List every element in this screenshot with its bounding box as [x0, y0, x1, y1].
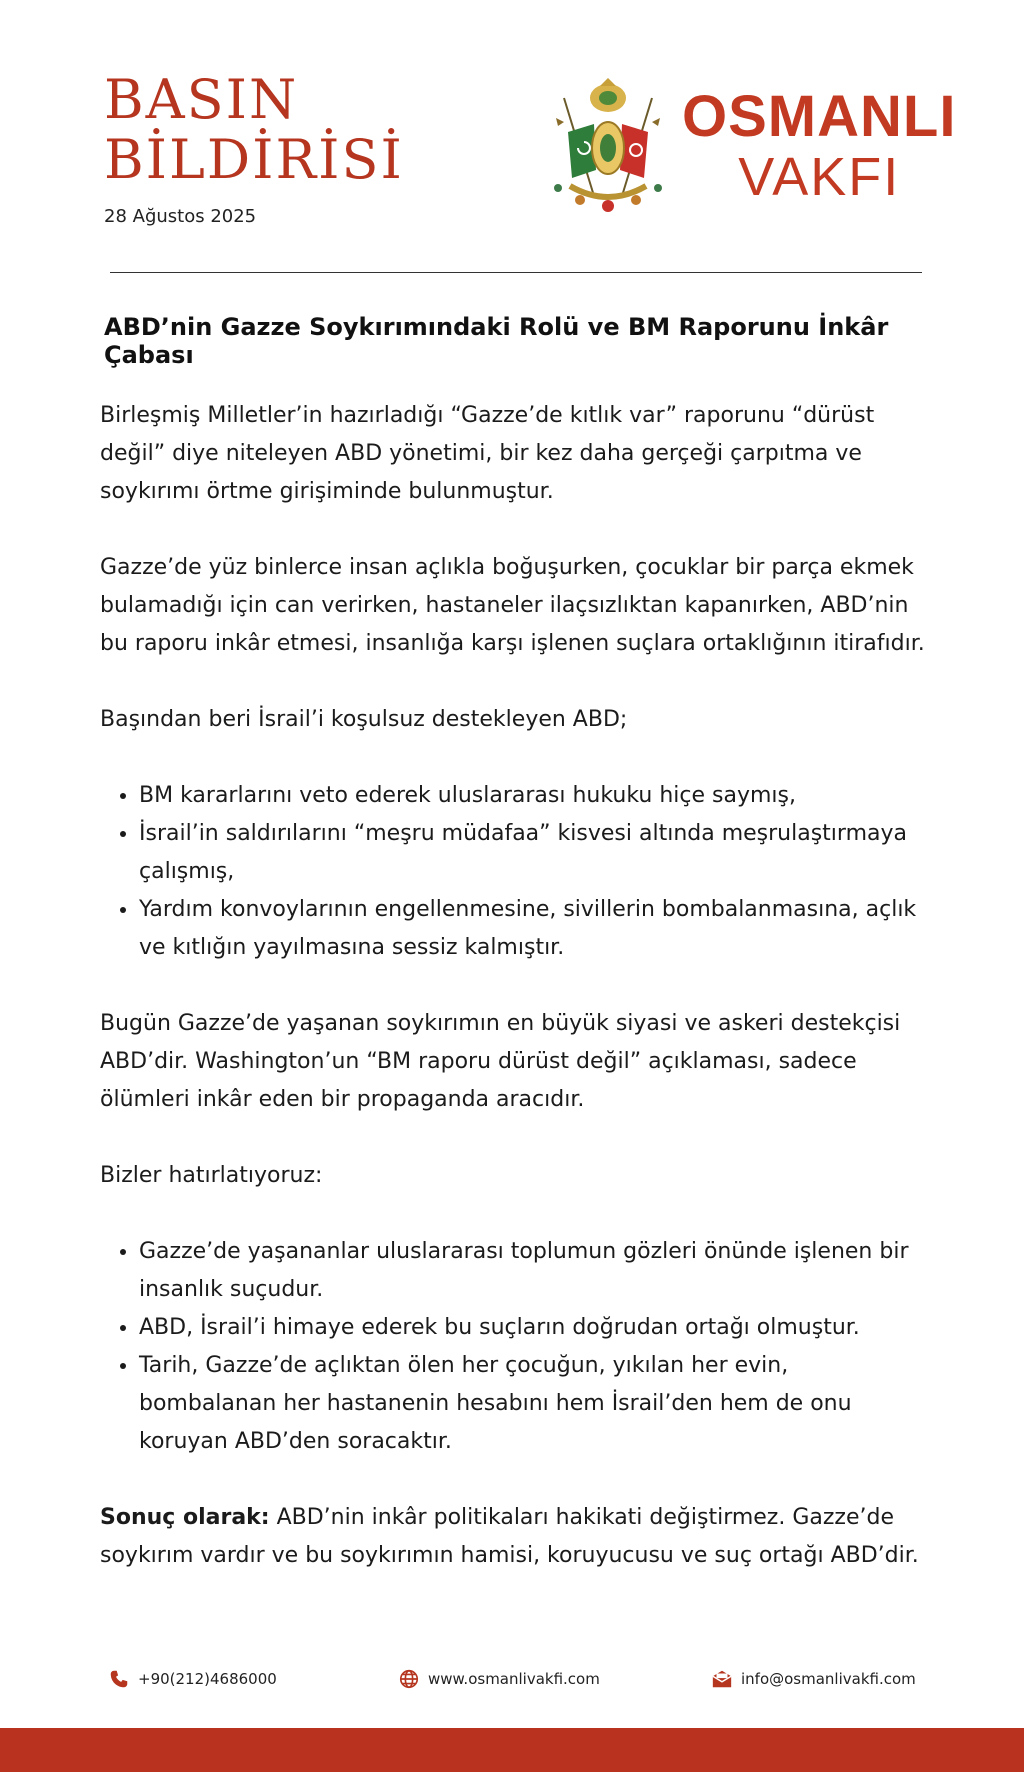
- list-item: • Yardım konvoylarının engellenmesine, sivillerin bombalanmasına, açlık ve kıtlığın yayılmasına sessiz kalmıştır.: [139, 891, 930, 967]
- header-divider: [110, 272, 922, 273]
- list-item: • Gazze’de yaşananlar uluslararası toplumun gözleri önünde işlenen bir insanlık suçudur.: [139, 1233, 930, 1309]
- paragraph-4: Bugün Gazze’de yaşanan soykırımın en büyük siyasi ve askeri destekçisi ABD’dir. Washington’un “BM raporu dürüst değil” açıklaması, sadece ölümleri inkâr eden bir propaganda aracıdır.: [100, 1011, 901, 1112]
- release-date: 28 Ağustos 2025: [104, 206, 257, 227]
- foundation-logo: [682, 84, 957, 207]
- list-item: • ABD, İsrail’i himaye ederek bu suçların doğrudan ortağı olmuştur.: [139, 1309, 930, 1347]
- paragraph-1: Birleşmiş Milletler’in hazırladığı “Gazze’de kıtlık var” raporunu “dürüst değil” diye niteleyen ABD yönetimi, bir kez daha gerçeği çarpıtma ve soykırımı örtme girişiminde bulunmuştur.: [100, 403, 875, 504]
- list-item: • İsrail’in saldırılarını “meşru müdafaa” kisvesi altında meşrulaştırmaya çalışmış,: [139, 815, 930, 891]
- paragraph-3: Başından beri İsrail’i koşulsuz destekleyen ABD;: [100, 707, 628, 732]
- conclusion-label: Sonuç olarak:: [100, 1505, 270, 1530]
- headline: ABD’nin Gazze Soykırımındaki Rolü ve BM Raporunu İnkâr Çabası: [104, 313, 889, 369]
- coat-of-arms-icon: [550, 78, 666, 214]
- conclusion-paragraph: [100, 1499, 930, 1575]
- email-link[interactable]: [711, 1668, 916, 1690]
- website-url: www.osmanlivakfi.com: [428, 1670, 600, 1688]
- conclusion-text: ABD’nin inkâr politikaları hakikati değiştirmez. Gazze’de soykırım vardır ve bu soykırımın hamisi, koruyucusu ve suç ortağı ABD’dir.: [100, 1505, 919, 1568]
- statement-body: [100, 397, 930, 1613]
- logo-line-1: OSMANLI: [682, 84, 957, 149]
- globe-icon: [398, 1668, 420, 1690]
- title-line-2: BİLDİRİSİ: [104, 128, 404, 191]
- logo-line-2: VAKFI: [738, 147, 901, 207]
- paragraph-5: Bizler hatırlatıyoruz:: [100, 1163, 323, 1188]
- paragraph-2: Gazze’de yüz binlerce insan açlıkla boğuşurken, çocuklar bir parça ekmek bulamadığı için can verirken, hastaneler ilaçsızlıktan kapanırken, ABD’nin bu raporu inkâr etmesi, insanlığa karşı işlenen suçlara ortaklığının itirafıdır.: [100, 555, 925, 656]
- list-item: • Tarih, Gazze’de açlıktan ölen her çocuğun, yıkılan her evin, bombalanan her hastanenin hesabını hem İsrail’den hem de onu koruyan ABD’den soracaktır.: [139, 1347, 930, 1461]
- us-actions-list: [100, 777, 930, 967]
- press-release-title: [104, 70, 404, 190]
- email-address: info@osmanlivakfi.com: [741, 1670, 916, 1688]
- website-link[interactable]: [398, 1668, 600, 1690]
- mail-icon: [711, 1668, 733, 1690]
- contact-footer: [0, 1664, 1024, 1694]
- phone-contact[interactable]: [108, 1668, 277, 1690]
- list-item: • BM kararlarını veto ederek uluslararası hukuku hiçe saymış,: [139, 777, 930, 815]
- phone-number: +90(212)4686000: [138, 1670, 277, 1688]
- title-line-1: BASIN: [104, 68, 299, 131]
- phone-icon: [108, 1668, 130, 1690]
- reminders-list: [100, 1233, 930, 1461]
- bottom-accent-bar: [0, 1728, 1024, 1772]
